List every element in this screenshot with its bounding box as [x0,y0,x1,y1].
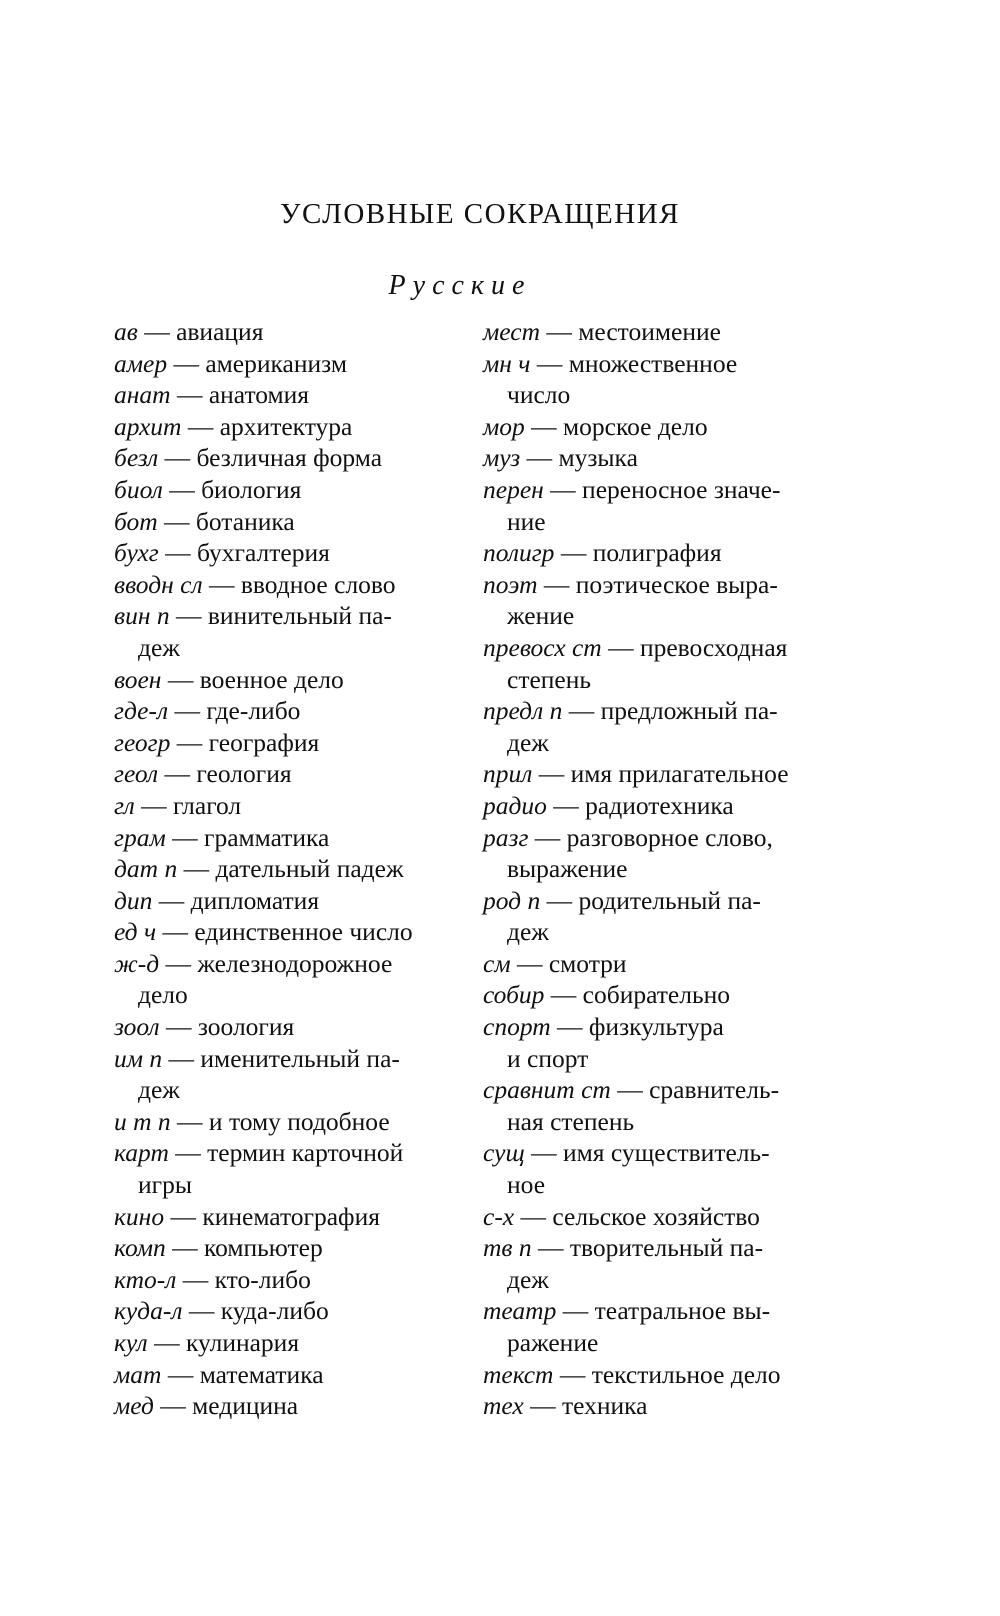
abbreviation-meaning: ное [507,1170,546,1200]
abbreviation-entry [114,316,454,348]
abbreviation-term: превосх ст [483,632,602,662]
abbreviation-term: карт [114,1138,169,1168]
abbreviation-term: предл п [483,696,563,726]
abbreviation-meaning: — где-либо [174,696,301,726]
abbreviation-meaning: — компьютер [172,1233,323,1263]
abbreviation-term: кто-л [114,1264,177,1294]
abbreviation-entry [114,1232,454,1264]
abbreviation-entry [483,1074,828,1137]
abbreviation-meaning: — текстильное дело [559,1359,781,1389]
abbreviation-term: гл [114,790,135,820]
abbreviation-meaning: — музыка [526,443,638,473]
abbreviation-entry [483,411,828,443]
abbreviation-entry [114,853,454,885]
abbreviation-term: с-х [483,1201,515,1231]
abbreviation-entry [114,1011,454,1043]
abbreviation-entry [114,758,454,790]
abbreviation-meaning: игры [138,1170,192,1200]
abbreviation-entry [483,758,828,790]
abbreviation-entry [114,916,454,948]
abbreviation-term: собир [483,980,545,1010]
abbreviation-entry [483,316,828,348]
abbreviation-meaning: — местоимение [546,317,721,346]
abbreviation-meaning: ние [507,506,546,536]
abbreviation-meaning: — глагол [141,790,242,820]
abbreviation-entry [483,348,828,411]
abbreviation-meaning: — именительный па- [168,1043,400,1073]
abbreviation-term: где-л [114,696,169,726]
abbreviation-entry [114,600,454,663]
abbreviation-entry [114,474,454,506]
abbreviation-term: сущ [483,1138,525,1168]
abbreviation-meaning: — полиграфия [560,538,722,568]
page-title: УСЛОВНЫЕ СОКРАЩЕНИЯ [280,198,680,230]
abbreviation-meaning: деж [507,1264,549,1294]
abbreviation-term: дип [114,885,153,915]
abbreviation-entry [483,1201,828,1233]
abbreviation-meaning: жение [507,601,575,631]
abbreviation-term: тв п [483,1233,532,1263]
abbreviation-term: см [483,948,511,978]
abbreviation-entry [114,727,454,759]
abbreviation-entry [114,411,454,443]
abbreviation-meaning: — кто-либо [182,1264,311,1294]
abbreviation-entry [483,569,828,632]
abbreviation-entry [114,1264,454,1296]
abbreviation-meaning: степень [507,664,592,694]
abbreviation-meaning: — сравнитель- [617,1075,780,1105]
abbreviation-term: мед [114,1391,154,1421]
abbreviation-meaning: — сельское хозяйство [520,1201,760,1231]
abbreviation-meaning: — имя существитель- [531,1138,770,1168]
abbreviation-term: биол [114,474,163,504]
abbreviation-term: анат [114,380,171,410]
abbreviation-meaning: — железнодорожное [165,948,393,978]
abbreviation-entry [114,1327,454,1359]
abbreviation-term: ж-д [114,948,160,978]
abbreviation-meaning: — радиотехника [553,790,734,820]
abbreviation-term: прил [483,759,533,789]
abbreviation-entry [114,885,454,917]
abbreviation-meaning: — бухгалтерия [165,538,330,568]
abbreviation-meaning: — единственное число [162,917,413,947]
abbreviation-term: кул [114,1328,148,1357]
abbreviation-term: театр [483,1296,557,1326]
abbreviation-meaning: — превосходная [608,632,788,662]
abbreviation-meaning: деж [507,727,549,757]
abbreviation-meaning: — и тому подобное [177,1106,390,1136]
abbreviation-term: геогр [114,727,171,757]
abbreviation-meaning: — винительный па- [175,601,392,631]
abbreviation-entry [114,1295,454,1327]
abbreviation-meaning: дело [138,980,188,1010]
abbreviation-term: вин п [114,601,170,631]
abbreviation-meaning: — множественное [536,348,738,378]
abbreviation-term: комп [114,1233,166,1263]
abbreviation-meaning: — безличная форма [164,443,383,473]
abbreviation-entry [114,948,454,1011]
abbreviation-entry [114,1137,454,1200]
abbreviation-entry [114,822,454,854]
abbreviation-meaning: выражение [507,854,628,884]
abbreviation-entry [114,442,454,474]
abbreviations-right-column [483,316,828,1422]
abbreviation-term: мат [114,1359,162,1389]
abbreviation-term: грам [114,822,166,852]
abbreviation-meaning: — кулинария [154,1328,300,1357]
abbreviation-entry [483,442,828,474]
abbreviation-meaning: — собирательно [550,980,730,1010]
abbreviation-meaning: — дательный падеж [183,854,404,884]
abbreviation-term: перен [483,474,544,504]
abbreviation-meaning: — поэтическое выра- [543,569,778,599]
abbreviation-meaning: — морское дело [531,411,708,441]
abbreviation-entry [114,348,454,380]
abbreviation-meaning: — физкультура [557,1012,724,1042]
abbreviation-entry [114,1201,454,1233]
abbreviation-term: зоол [114,1012,160,1042]
abbreviation-term: ав [114,317,138,346]
abbreviation-meaning: — техника [530,1391,648,1421]
abbreviation-entry [483,822,828,885]
abbreviation-entry [483,790,828,822]
abbreviation-term: воен [114,664,162,694]
abbreviation-entry [483,1390,828,1422]
abbreviation-entry [114,506,454,538]
abbreviation-term: спорт [483,1012,551,1042]
abbreviation-entry [114,1043,454,1106]
abbreviation-entry [483,1232,828,1295]
abbreviation-meaning: и спорт [507,1043,589,1073]
abbreviation-entry [483,474,828,537]
abbreviation-term: безл [114,443,159,473]
abbreviation-entry [483,537,828,569]
abbreviation-term: мор [483,411,525,441]
abbreviation-meaning: — геология [164,759,292,789]
section-title: Русские [388,270,532,301]
abbreviation-meaning: — имя прилагательное [538,759,789,789]
abbreviation-term: мест [483,317,540,346]
abbreviation-entry [114,664,454,696]
abbreviation-term: разг [483,822,529,852]
abbreviation-meaning: — анатомия [176,380,310,410]
abbreviation-term: полигр [483,538,555,568]
abbreviation-meaning: — родительный па- [546,885,761,915]
abbreviation-term: муз [483,443,521,473]
abbreviation-term: поэт [483,569,538,599]
abbreviation-entry [483,1137,828,1200]
abbreviation-term: радио [483,790,547,820]
abbreviation-entry [483,979,828,1011]
abbreviation-term: им п [114,1043,163,1073]
abbreviation-term: амер [114,348,168,378]
abbreviation-entry [483,1295,828,1358]
abbreviation-meaning: — дипломатия [158,885,320,915]
abbreviation-meaning: — грамматика [172,822,330,852]
abbreviation-entry [483,948,828,980]
abbreviation-term: ед ч [114,917,157,947]
abbreviation-meaning: — американизм [173,348,347,378]
abbreviation-term: архит [114,411,182,441]
abbreviation-meaning: — театральное вы- [562,1296,771,1326]
abbreviation-meaning: — биология [169,474,302,504]
abbreviation-meaning: — архитектура [187,411,353,441]
abbreviation-entry [483,632,828,695]
abbreviation-term: дат п [114,854,178,884]
abbreviation-term: кино [114,1201,165,1231]
abbreviation-meaning: — переносное значе- [550,474,781,504]
abbreviation-meaning: число [507,380,571,410]
abbreviation-meaning: — термин карточной [175,1138,404,1168]
abbreviation-meaning: — смотри [516,948,627,978]
abbreviation-meaning: — ботаника [164,506,295,536]
abbreviation-term: куда-л [114,1296,183,1326]
abbreviation-meaning: — кинематография [170,1201,380,1231]
abbreviation-term: текст [483,1359,554,1389]
abbreviation-entry [483,695,828,758]
abbreviation-term: род п [483,885,541,915]
abbreviation-meaning: — медицина [160,1391,299,1421]
abbreviation-entry [114,379,454,411]
abbreviation-meaning: деж [507,917,549,947]
abbreviation-meaning: — предложный па- [568,696,778,726]
abbreviation-entry [483,1359,828,1391]
abbreviation-meaning: — зоология [165,1012,295,1042]
abbreviation-entry [114,537,454,569]
abbreviation-meaning: — куда-либо [188,1296,329,1326]
abbreviation-entry [483,1011,828,1074]
abbreviation-entry [114,569,454,601]
abbreviation-entry [114,790,454,822]
abbreviation-term: бот [114,506,158,536]
abbreviation-term: и т п [114,1106,171,1136]
abbreviation-meaning: ражение [507,1328,599,1357]
abbreviation-term: мн ч [483,348,531,378]
abbreviation-meaning: деж [138,632,180,662]
abbreviation-meaning: — авиация [144,317,264,346]
abbreviation-term: бухг [114,538,159,568]
abbreviation-meaning: — вводное слово [208,569,396,599]
abbreviation-term: сравнит ст [483,1075,611,1105]
abbreviation-meaning: — творительный па- [537,1233,764,1263]
abbreviation-entry [114,695,454,727]
abbreviation-meaning: — математика [167,1359,324,1389]
abbreviation-meaning: — военное дело [167,664,344,694]
abbreviation-term: геол [114,759,159,789]
abbreviation-meaning: — география [176,727,320,757]
abbreviation-entry [114,1390,454,1422]
abbreviation-meaning: ная степень [507,1106,635,1136]
abbreviation-term: вводн сл [114,569,203,599]
abbreviation-entry [114,1359,454,1391]
abbreviation-meaning: деж [138,1075,180,1105]
abbreviation-entry [483,885,828,948]
abbreviation-entry [114,1106,454,1138]
abbreviation-meaning: — разговорное слово, [534,822,773,852]
abbreviations-left-column [114,316,454,1422]
abbreviation-term: тех [483,1391,524,1421]
